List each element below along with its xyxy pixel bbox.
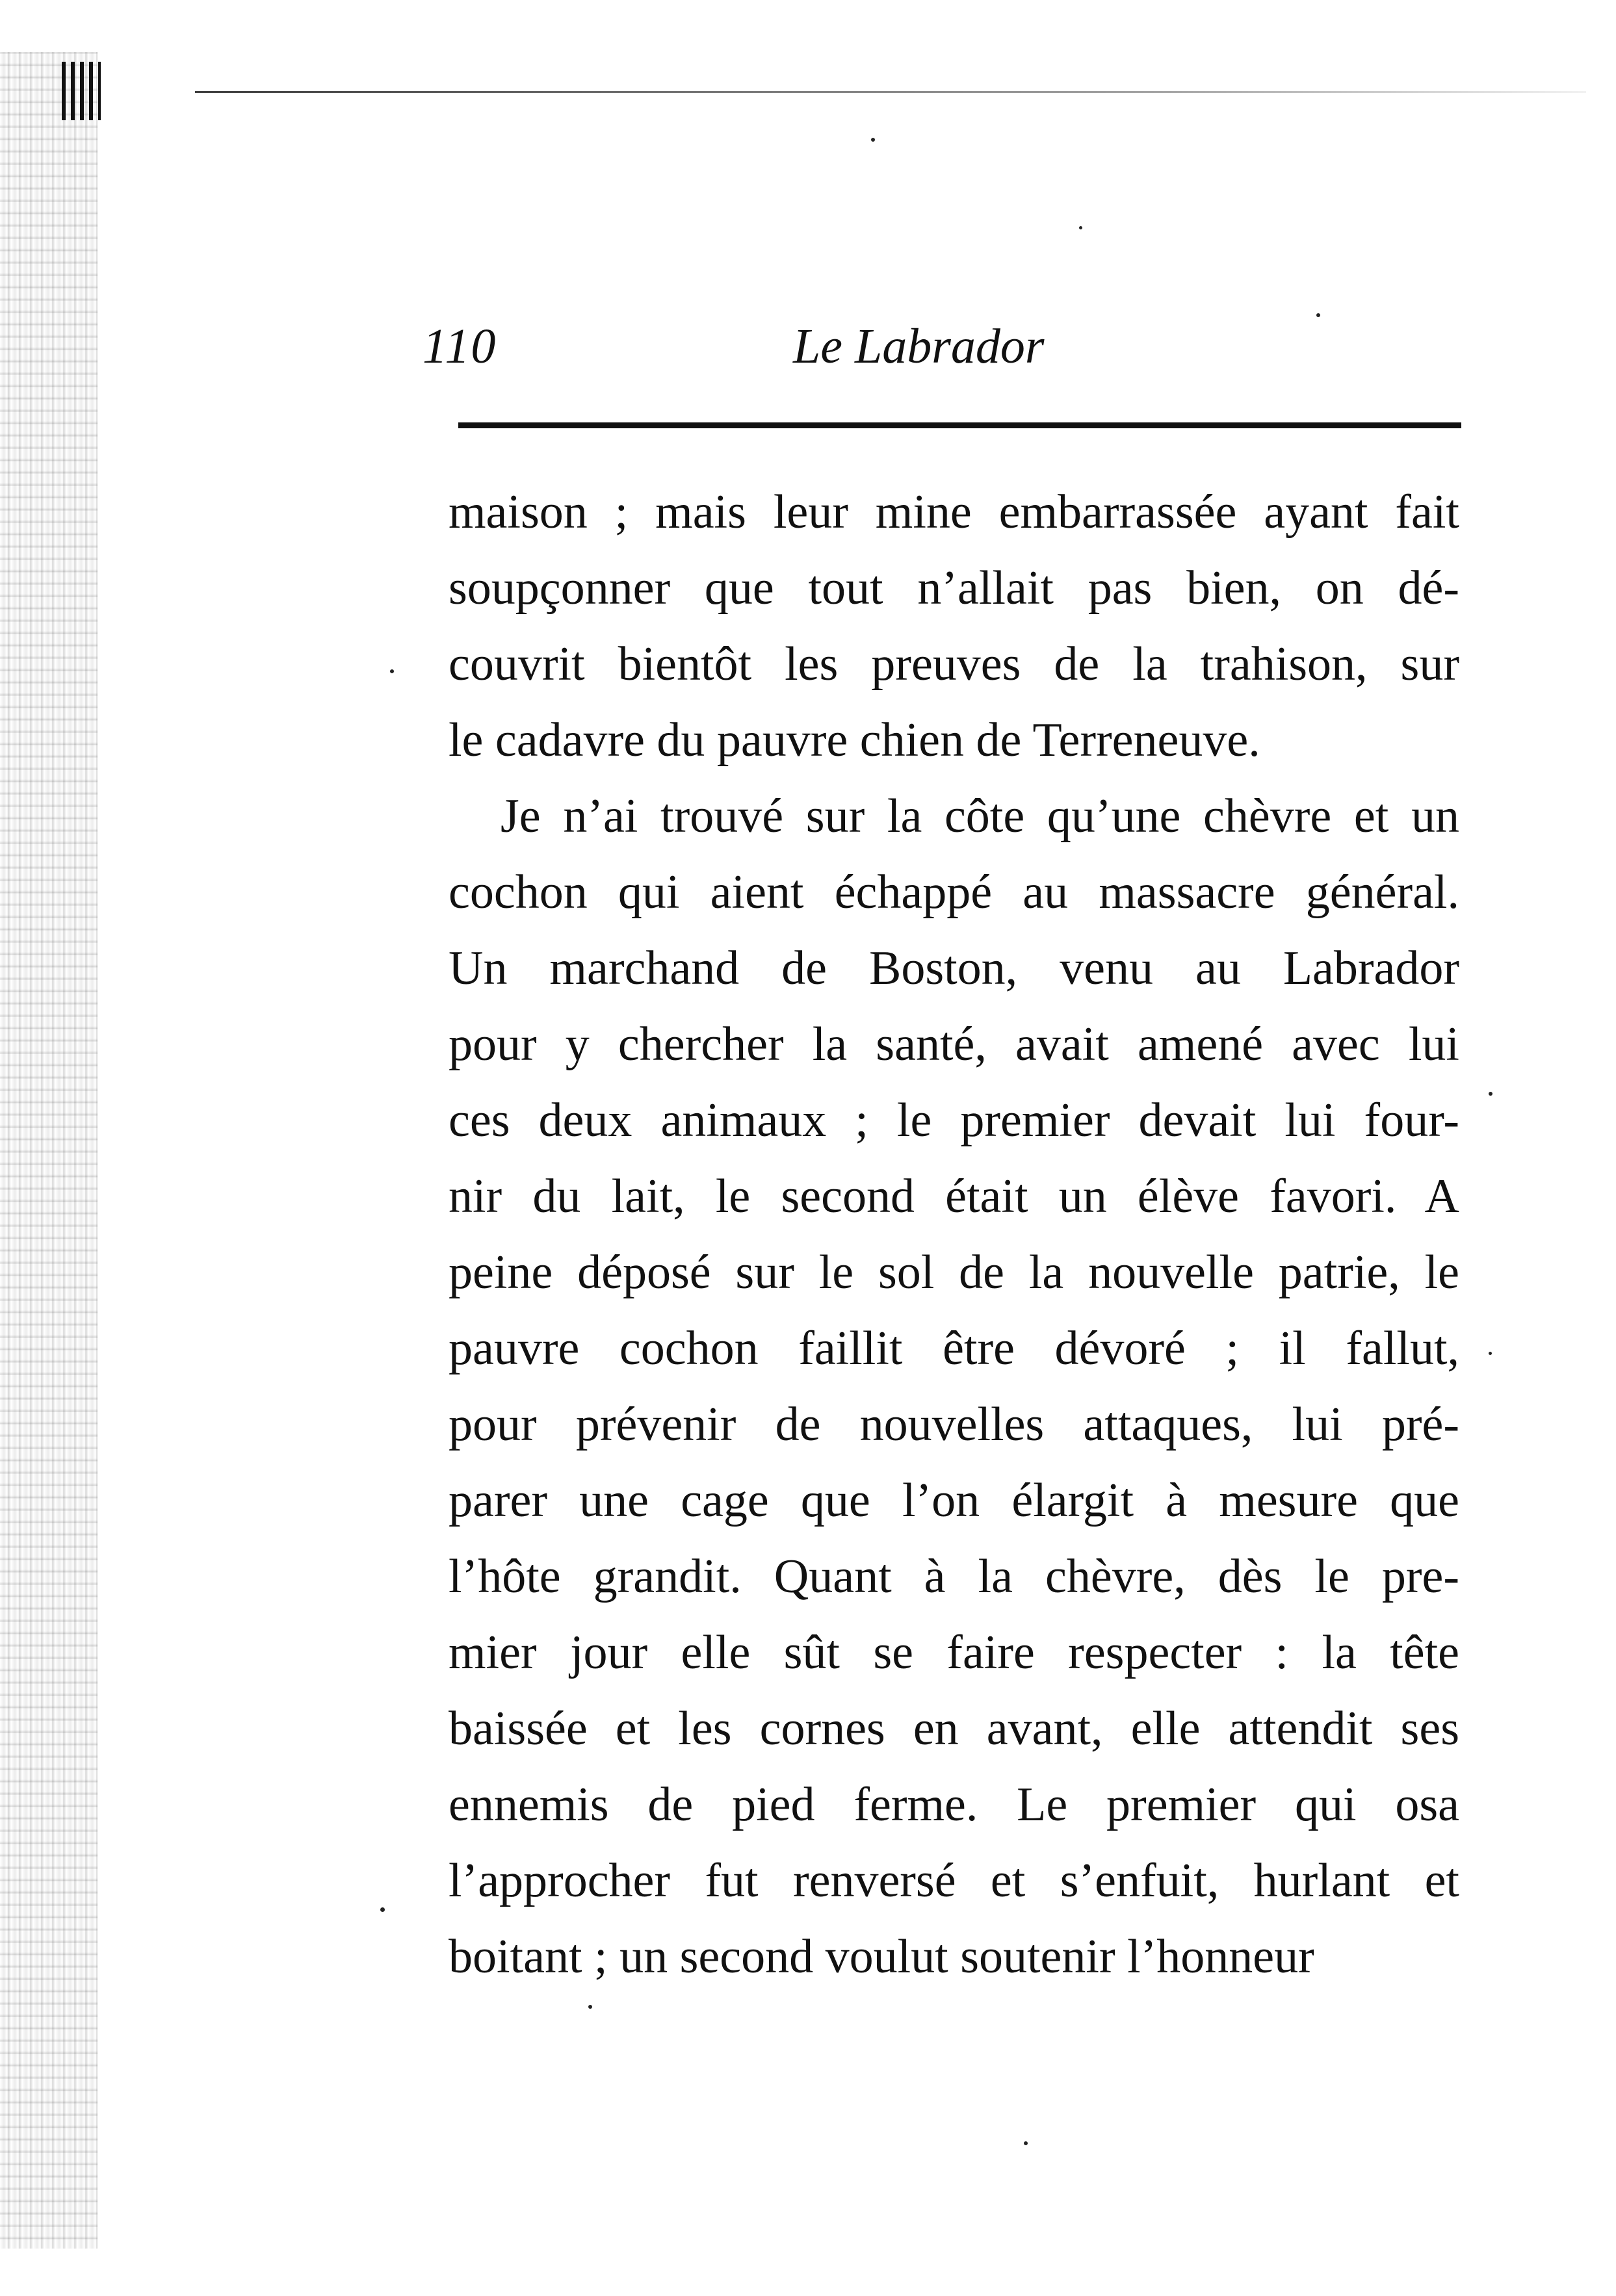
page-binding-edge (0, 52, 98, 2249)
scan-speck (871, 138, 875, 142)
page-top-edge (195, 91, 1586, 93)
text-line: ces deux animaux ; le premier devait lui four- (449, 1094, 1459, 1147)
text-line: l’approcher fut renversé et s’enfuit, hurlant et (449, 1854, 1459, 1907)
scan-speck (380, 1907, 385, 1912)
text-line: couvrit bientôt les preuves de la trahison, sur (449, 638, 1459, 691)
scan-speck (1489, 1092, 1492, 1096)
text-line: ennemis de pied ferme. Le premier qui osa (449, 1778, 1459, 1831)
text-line: cochon qui aient échappé au massacre général. (449, 866, 1459, 919)
binding-mark (62, 62, 101, 120)
header-rule (458, 422, 1461, 428)
text-line: baissée et les cornes en avant, elle attendit ses (449, 1702, 1459, 1755)
text-line: pour y chercher la santé, avait amené avec lui (449, 1018, 1459, 1071)
text-line: parer une cage que l’on élargit à mesure que (449, 1474, 1459, 1527)
scan-speck (588, 2005, 592, 2009)
scan-speck (1316, 313, 1320, 317)
text-line: Je n’ai trouvé sur la côte qu’une chèvre et un (501, 790, 1459, 843)
body-text (449, 474, 1459, 1995)
text-line: soupçonner que tout n’allait pas bien, on dé- (449, 561, 1459, 615)
text-line: le cadavre du pauvre chien de Terreneuve. (449, 714, 1260, 767)
scan-speck (390, 669, 394, 673)
running-head (423, 305, 1463, 390)
text-line: nir du lait, le second était un élève favori. A (449, 1170, 1459, 1223)
scan-speck (1489, 1352, 1492, 1355)
text-line: boitant ; un second voulut soutenir l’honneur (449, 1930, 1314, 1983)
text-line: peine déposé sur le sol de la nouvelle patrie, le (449, 1246, 1459, 1299)
text-line: l’hôte grandit. Quant à la chèvre, dès le pre- (449, 1550, 1459, 1603)
text-line: pour prévenir de nouvelles attaques, lui pré- (449, 1398, 1459, 1451)
text-line: pauvre cochon faillit être dévoré ; il fallut, (449, 1322, 1459, 1375)
scan-speck (1079, 226, 1082, 229)
running-title: Le Labrador (793, 319, 1045, 374)
scan-speck (1024, 2141, 1028, 2145)
page-number: 110 (423, 319, 497, 374)
text-line: maison ; mais leur mine embarrassée ayant fait (449, 485, 1459, 539)
text-line: mier jour elle sût se faire respecter : la tête (449, 1626, 1459, 1679)
text-line: Un marchand de Boston, venu au Labrador (449, 942, 1459, 995)
